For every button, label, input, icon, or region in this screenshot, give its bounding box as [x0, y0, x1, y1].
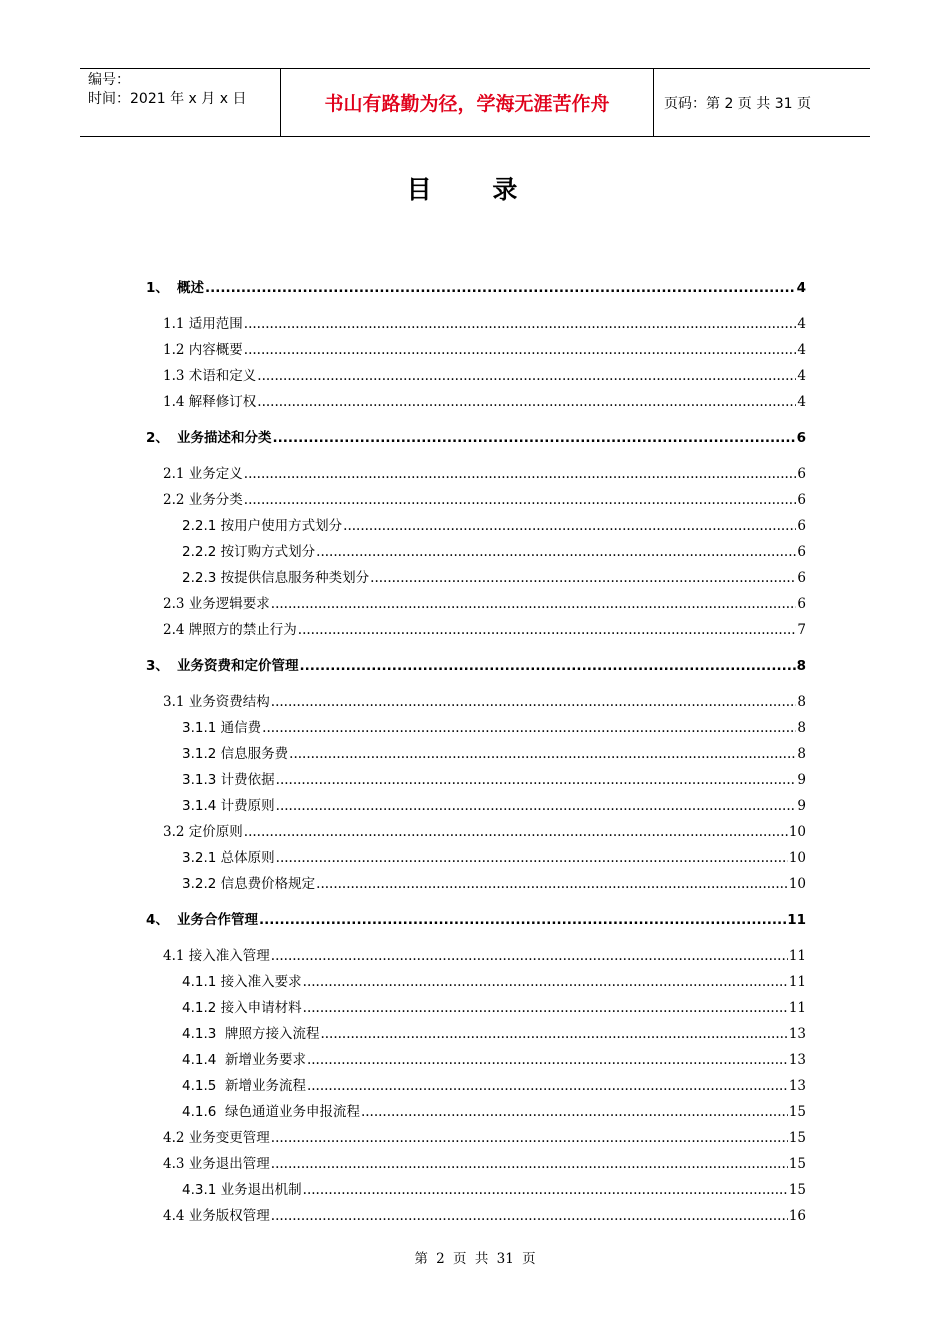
toc-entry-page: 8	[797, 746, 806, 762]
toc-title: 目 录	[406, 175, 544, 204]
toc-entry-text: 计费依据	[216, 772, 275, 788]
toc-entry-number: 4.4	[163, 1208, 185, 1224]
toc-entry-number: 3.2.2	[182, 876, 217, 892]
toc-entry[interactable]	[163, 594, 806, 614]
page-footer: 第 2 页 共 31 页	[414, 1251, 536, 1267]
toc-leader-dots	[343, 516, 796, 536]
toc-leader-dots	[262, 718, 796, 738]
toc-leader-dots	[316, 542, 796, 562]
toc-entry-number: 3.2	[163, 824, 185, 840]
toc-entry-label	[163, 366, 256, 386]
toc-entry-label	[182, 998, 302, 1018]
toc-entry-text: 解释修订权	[184, 394, 257, 410]
toc-entry-number: 2.2.2	[182, 544, 217, 560]
toc-leader-dots	[300, 656, 796, 676]
toc-entry[interactable]	[163, 822, 806, 842]
toc-entry-number: 2.3	[163, 596, 185, 612]
toc-entry[interactable]	[163, 1154, 806, 1174]
toc-leader-dots	[271, 1128, 788, 1148]
toc-entry-label	[163, 314, 243, 334]
toc-leader-dots	[271, 1206, 788, 1226]
toc-entry-page: 6	[797, 518, 806, 534]
toc-entry-number: 2.4	[163, 622, 185, 638]
toc-entry[interactable]	[182, 874, 806, 894]
toc-entry-page: 8	[797, 694, 806, 710]
toc-leader-dots	[271, 946, 788, 966]
toc-leader-dots	[244, 314, 797, 334]
toc-entry-number: 1.3	[163, 368, 185, 384]
toc-entry[interactable]	[146, 656, 806, 676]
toc-entry-number: 1.4	[163, 394, 185, 410]
toc-entry[interactable]	[163, 314, 806, 334]
toc-entry-label	[182, 568, 369, 588]
toc-leader-dots	[257, 366, 796, 386]
toc-entry-text: 接入准入管理	[184, 948, 270, 964]
toc-entry-number: 4.1.6	[182, 1104, 217, 1120]
toc-leader-dots	[276, 848, 788, 868]
toc-leader-dots	[244, 464, 797, 484]
toc-entry[interactable]	[182, 1024, 806, 1044]
header-page-info: 页码：第 2 页 共 31 页	[664, 95, 811, 112]
toc-entry-page: 9	[797, 798, 806, 814]
toc-entry[interactable]	[182, 1180, 806, 1200]
toc-entry-text: 总体原则	[216, 850, 275, 866]
toc-entry-number: 2.2	[163, 492, 185, 508]
toc-entry-text: 牌照方的禁止行为	[184, 622, 297, 638]
toc-entry-label	[182, 718, 261, 738]
toc-entry-number: 3.2.1	[182, 850, 217, 866]
toc-leader-dots	[276, 770, 797, 790]
toc-entry-label	[163, 490, 243, 510]
toc-entry-page: 7	[797, 622, 806, 638]
toc-entry-number: 2.2.3	[182, 570, 217, 586]
toc-entry-text: 业务退出机制	[216, 1182, 302, 1198]
toc-leader-dots	[257, 392, 796, 412]
toc-entry-label	[163, 1128, 270, 1148]
toc-leader-dots	[316, 874, 788, 894]
toc-leader-dots	[370, 568, 796, 588]
toc-entry-page: 4	[797, 368, 806, 384]
toc-entry-page: 11	[788, 948, 806, 964]
toc-leader-dots	[205, 278, 796, 298]
toc-entry-number: 3.1	[163, 694, 185, 710]
toc-entry-label	[182, 1050, 306, 1070]
toc-entry-number: 4.1.5	[182, 1078, 217, 1094]
toc-entry-number: 4.3	[163, 1156, 185, 1172]
toc-entry-text: 新增业务要求	[216, 1052, 306, 1068]
toc-entry-label	[182, 874, 315, 894]
toc-entry-number: 4.3.1	[182, 1182, 217, 1198]
toc-entry-page: 10	[788, 824, 806, 840]
toc-entry-page: 13	[788, 1078, 806, 1094]
toc-entry-text: 业务合作管理	[177, 912, 258, 928]
toc-entry[interactable]	[163, 366, 806, 386]
toc-entry[interactable]	[182, 796, 806, 816]
toc-leader-dots	[276, 796, 797, 816]
toc-entry[interactable]	[146, 910, 806, 930]
toc-entry-number: 4.1.2	[182, 1000, 217, 1016]
toc-entry-label	[182, 1180, 302, 1200]
toc-entry-text: 信息服务费	[216, 746, 289, 762]
toc-entry-number: 1.1	[163, 316, 185, 332]
toc-entry-label	[182, 770, 275, 790]
toc-entry[interactable]	[146, 428, 806, 448]
time-label: 时间：2021 年 x 月 x 日	[88, 91, 247, 107]
toc-entry-page: 15	[788, 1130, 806, 1146]
toc-entry-page: 16	[788, 1208, 806, 1224]
toc-entry-number: 4.1.4	[182, 1052, 217, 1068]
toc-entry-text: 业务变更管理	[184, 1130, 270, 1146]
toc-entry-number: 3.1.3	[182, 772, 217, 788]
toc-entry-page: 8	[797, 720, 806, 736]
toc-entry-text: 业务资费结构	[184, 694, 270, 710]
toc-entry-label	[182, 796, 275, 816]
toc-entry-page: 4	[797, 342, 806, 358]
toc-leader-dots	[298, 620, 797, 640]
toc-entry-label	[163, 822, 243, 842]
toc-entry-text: 按用户使用方式划分	[216, 518, 343, 534]
toc-entry-label	[182, 848, 275, 868]
toc-entry-page: 15	[788, 1104, 806, 1120]
number-label: 编号：	[88, 72, 130, 88]
toc-entry-text: 内容概要	[184, 342, 243, 358]
toc-entry-text: 接入准入要求	[216, 974, 302, 990]
toc-leader-dots	[289, 744, 796, 764]
toc-entry-page: 4	[796, 280, 806, 296]
toc-entry-label	[182, 744, 288, 764]
toc-entry-label	[182, 1076, 306, 1096]
toc-entry[interactable]	[146, 278, 806, 298]
header-motto: 书山有路勤为径，学海无涯苦作舟	[281, 69, 654, 136]
toc-entry[interactable]	[163, 620, 806, 640]
toc-entry-number: 2.2.1	[182, 518, 217, 534]
toc-entry-text: 定价原则	[184, 824, 243, 840]
toc-entry-text: 业务定义	[184, 466, 243, 482]
toc-leader-dots	[320, 1024, 787, 1044]
toc-entry-text: 术语和定义	[184, 368, 257, 384]
toc-entry[interactable]	[163, 946, 806, 966]
toc-entry[interactable]	[163, 490, 806, 510]
toc-entry[interactable]	[182, 718, 806, 738]
toc-entry-page: 11	[787, 912, 806, 928]
toc-entry[interactable]	[163, 1206, 806, 1226]
toc-entry-page: 6	[797, 570, 806, 586]
toc-entry-text: 适用范围	[184, 316, 243, 332]
toc-entry-page: 11	[788, 974, 806, 990]
toc-entry-text: 牌照方接入流程	[216, 1026, 320, 1042]
toc-entry-page: 10	[788, 876, 806, 892]
toc-entry-label	[163, 692, 270, 712]
toc-entry-label	[182, 516, 342, 536]
toc-leader-dots	[307, 1050, 788, 1070]
toc-entry[interactable]	[182, 516, 806, 536]
toc-entry-text: 概述	[177, 280, 204, 296]
toc-entry-label	[182, 542, 315, 562]
toc-entry-label	[182, 1024, 319, 1044]
toc-entry-page: 13	[788, 1026, 806, 1042]
toc-entry-label	[163, 392, 256, 412]
toc-entry-number: 4.1.3	[182, 1026, 217, 1042]
toc-entry-number: 3.1.4	[182, 798, 217, 814]
toc-entry-page: 10	[788, 850, 806, 866]
toc-entry-text: 计费原则	[216, 798, 275, 814]
toc-entry-page: 6	[797, 596, 806, 612]
toc-entry-text: 业务逻辑要求	[184, 596, 270, 612]
toc-entry-label	[182, 1102, 360, 1122]
toc-entry-label	[146, 910, 258, 930]
toc-entry-label	[146, 656, 299, 676]
toc-entry-label	[163, 464, 243, 484]
toc-leader-dots	[244, 822, 788, 842]
toc-entry[interactable]	[182, 972, 806, 992]
toc-entry-number: 4.1.1	[182, 974, 217, 990]
toc-entry-number: 2.1	[163, 466, 185, 482]
toc-entry-number: 4、	[146, 912, 169, 928]
toc-entry[interactable]	[163, 392, 806, 412]
toc-leader-dots	[307, 1076, 788, 1096]
toc-entry-page: 15	[788, 1156, 806, 1172]
toc-entry-number: 3.1.2	[182, 746, 217, 762]
toc-entry-label	[163, 1154, 270, 1174]
toc-entry-number: 3、	[146, 658, 169, 674]
toc-entry-text: 接入申请材料	[216, 1000, 302, 1016]
toc-entry-page: 6	[797, 544, 806, 560]
toc-entry[interactable]	[182, 1050, 806, 1070]
toc-entry-page: 11	[788, 1000, 806, 1016]
toc-entry-text: 新增业务流程	[216, 1078, 306, 1094]
toc-entry-page: 6	[797, 492, 806, 508]
toc-entry-label	[146, 428, 272, 448]
toc-entry-text: 业务资费和定价管理	[177, 658, 299, 674]
toc-leader-dots	[244, 340, 797, 360]
toc-entry-number: 1、	[146, 280, 169, 296]
toc-entry[interactable]	[163, 692, 806, 712]
toc-entry[interactable]	[163, 464, 806, 484]
toc-leader-dots	[303, 972, 788, 992]
toc-entry-text: 业务描述和分类	[177, 430, 272, 446]
toc-entry[interactable]	[182, 568, 806, 588]
toc-leader-dots	[271, 594, 797, 614]
toc-entry[interactable]	[182, 770, 806, 790]
toc-entry-number: 4.1	[163, 948, 185, 964]
toc-entry-text: 通信费	[216, 720, 262, 736]
toc-entry[interactable]	[182, 998, 806, 1018]
toc-entry-label	[163, 340, 243, 360]
toc-entry-number: 1.2	[163, 342, 185, 358]
toc-entry-label	[163, 1206, 270, 1226]
toc-entry-text: 按订购方式划分	[216, 544, 316, 560]
toc-entry-text: 业务分类	[184, 492, 243, 508]
toc-entry-label	[163, 946, 270, 966]
toc-entry[interactable]	[182, 1102, 806, 1122]
toc-entry[interactable]	[163, 340, 806, 360]
toc-entry-number: 3.1.1	[182, 720, 217, 736]
toc-entry-page: 9	[797, 772, 806, 788]
toc-leader-dots	[271, 692, 797, 712]
toc-entry[interactable]	[182, 744, 806, 764]
toc-entry-text: 信息费价格规定	[216, 876, 316, 892]
toc-leader-dots	[259, 910, 786, 930]
toc-entry-label	[182, 972, 302, 992]
toc-entry-page: 8	[796, 658, 806, 674]
toc-entry[interactable]	[182, 542, 806, 562]
toc-entry-number: 4.2	[163, 1130, 185, 1146]
toc-leader-dots	[303, 998, 788, 1018]
toc-entry[interactable]	[182, 848, 806, 868]
toc-leader-dots	[273, 428, 796, 448]
toc-entry-page: 6	[797, 466, 806, 482]
toc-entry-number: 2、	[146, 430, 169, 446]
toc-entry[interactable]	[163, 1128, 806, 1148]
toc-entry-page: 13	[788, 1052, 806, 1068]
toc-entry-label	[146, 278, 204, 298]
toc-entry-text: 业务退出管理	[184, 1156, 270, 1172]
toc-entry-page: 4	[797, 316, 806, 332]
toc-leader-dots	[361, 1102, 788, 1122]
toc-entry-page: 6	[796, 430, 806, 446]
toc-entry-page: 4	[797, 394, 806, 410]
toc-entry-label	[163, 594, 270, 614]
toc-leader-dots	[303, 1180, 788, 1200]
toc-entry-text: 按提供信息服务种类划分	[216, 570, 370, 586]
toc-leader-dots	[271, 1154, 788, 1174]
toc-entry[interactable]	[182, 1076, 806, 1096]
toc-entry-text: 业务版权管理	[184, 1208, 270, 1224]
toc-leader-dots	[244, 490, 797, 510]
toc-entry-label	[163, 620, 297, 640]
toc-entry-text: 绿色通道业务申报流程	[216, 1104, 360, 1120]
toc-entry-page: 15	[788, 1182, 806, 1198]
